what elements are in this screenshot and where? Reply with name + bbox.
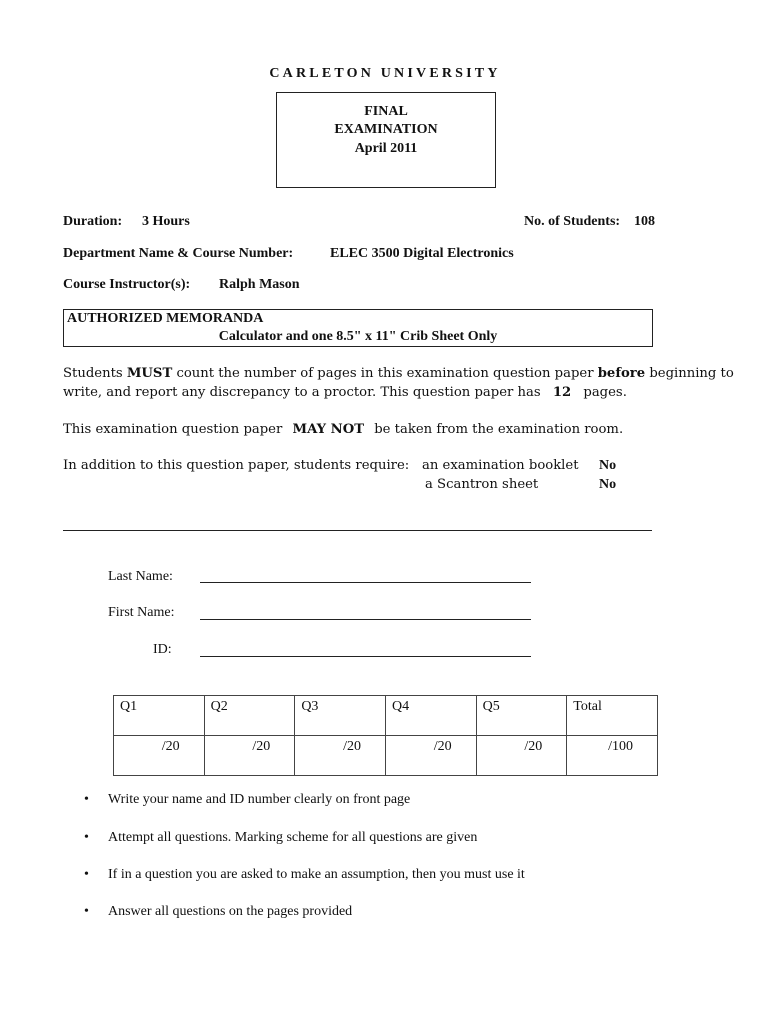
section-divider xyxy=(63,530,652,531)
id-label: ID: xyxy=(153,642,172,657)
mark-q5: /20 xyxy=(476,736,567,776)
header-q4: Q4 xyxy=(385,696,476,736)
title-examination: EXAMINATION xyxy=(334,122,438,137)
title-final: FINAL xyxy=(364,104,408,119)
mark-q1: /20 xyxy=(114,736,205,776)
text: write, and report any discrepancy to a proctor. This question paper has xyxy=(63,385,545,400)
authorized-memoranda-box xyxy=(63,309,653,347)
text: pages. xyxy=(579,385,627,400)
bullet-item: If in a question you are asked to make an assumption, then you must use it xyxy=(108,867,525,882)
instructor-value: Ralph Mason xyxy=(219,277,300,292)
students-label: No. of Students: xyxy=(524,214,621,229)
marks-header-row xyxy=(114,696,658,736)
exam-title-box xyxy=(276,92,496,188)
first-name-line[interactable] xyxy=(200,619,531,620)
first-name-label: First Name: xyxy=(108,605,175,620)
bullet-item: Answer all questions on the pages provided xyxy=(108,904,353,919)
students-value: 108 xyxy=(634,214,655,229)
last-name-line[interactable] xyxy=(200,582,531,583)
emphasis-may-not: MAY NOT xyxy=(292,422,365,437)
marks-value-row xyxy=(114,736,658,776)
title-date: April 2011 xyxy=(354,141,418,156)
header-q5: Q5 xyxy=(476,696,567,736)
mark-total: /100 xyxy=(567,736,658,776)
instruction-count-pages-line1 xyxy=(63,366,734,381)
text: count the number of pages in this examination question paper xyxy=(172,366,598,381)
bullet-icon: • xyxy=(84,830,89,845)
mark-q3: /20 xyxy=(295,736,386,776)
memoranda-heading: AUTHORIZED MEMORANDA xyxy=(67,311,264,326)
id-line[interactable] xyxy=(200,656,531,657)
text: Students xyxy=(63,366,127,381)
bullet-icon: • xyxy=(84,867,89,882)
header-q1: Q1 xyxy=(114,696,205,736)
department-label: Department Name & Course Number: xyxy=(63,246,294,261)
header-q3: Q3 xyxy=(295,696,386,736)
emphasis-before: before xyxy=(597,366,646,381)
bullet-item: Write your name and ID number clearly on front page xyxy=(108,792,411,807)
text: beginning to xyxy=(645,366,734,381)
department-value: ELEC 3500 Digital Electronics xyxy=(330,246,514,261)
duration-value: 3 Hours xyxy=(142,214,190,229)
requirement-scantron-value: No xyxy=(599,477,617,492)
text: be taken from the examination room. xyxy=(370,422,624,437)
instruction-may-not-remove xyxy=(63,422,623,437)
bullet-icon: • xyxy=(84,904,89,919)
requirement-booklet: an examination booklet xyxy=(422,458,579,473)
duration-label: Duration: xyxy=(63,214,123,229)
page-count: 12 xyxy=(552,385,572,400)
bullet-item: Attempt all questions. Marking scheme for all questions are given xyxy=(108,830,478,845)
header-q2: Q2 xyxy=(204,696,295,736)
mark-q2: /20 xyxy=(204,736,295,776)
instruction-count-pages-line2 xyxy=(63,385,627,400)
instruction-requirements: In addition to this question paper, students require: xyxy=(63,458,410,473)
last-name-label: Last Name: xyxy=(108,569,173,584)
requirement-scantron: a Scantron sheet xyxy=(425,477,539,492)
emphasis-must: MUST xyxy=(126,366,173,381)
requirement-booklet-value: No xyxy=(599,458,617,473)
mark-q4: /20 xyxy=(385,736,476,776)
header-total: Total xyxy=(567,696,658,736)
bullet-icon: • xyxy=(84,792,89,807)
marks-table xyxy=(113,695,658,776)
instructor-label: Course Instructor(s): xyxy=(63,277,191,292)
university-name: CARLETON UNIVERSITY xyxy=(269,66,501,81)
text: This examination question paper xyxy=(63,422,287,437)
memoranda-text: Calculator and one 8.5" x 11" Crib Sheet Only xyxy=(218,329,498,344)
